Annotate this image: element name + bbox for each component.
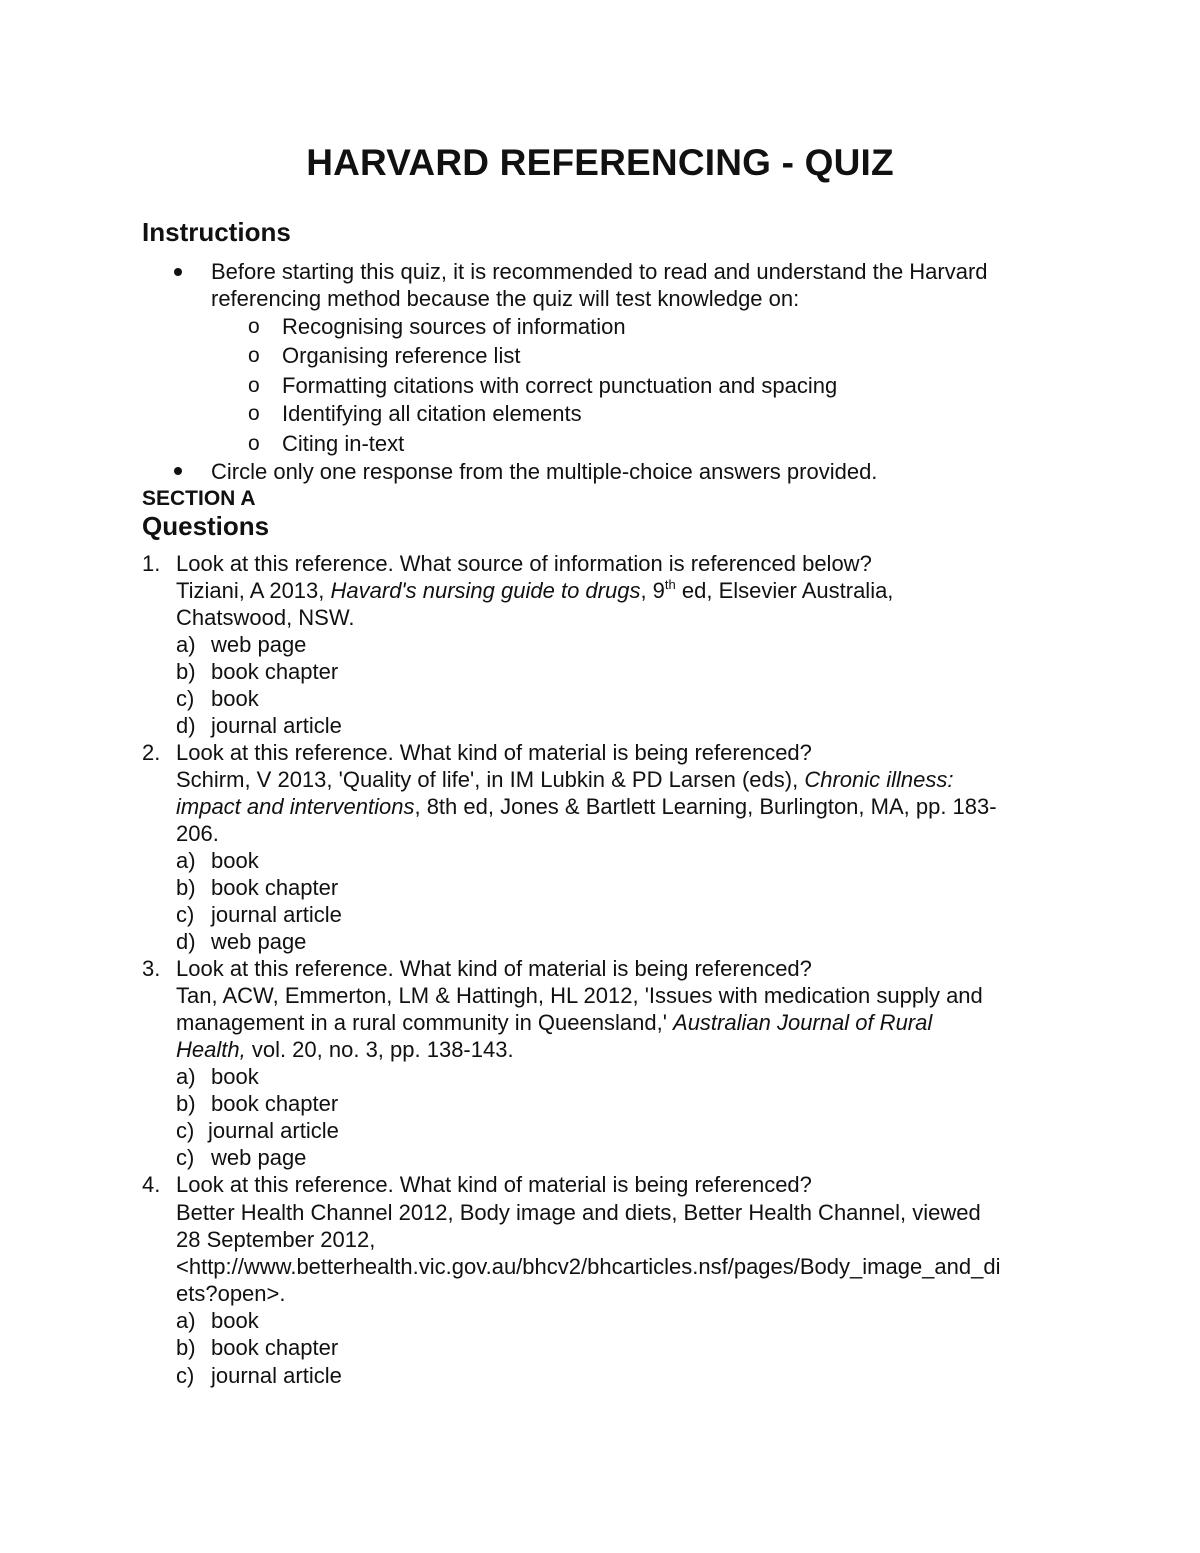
answer-option[interactable]: book xyxy=(211,1308,259,1333)
option-letter: d) xyxy=(176,929,196,954)
option-letter: a) xyxy=(176,848,196,873)
sub-item: Recognising sources of information xyxy=(282,314,626,339)
reference-text: management in a rural community in Queensland,' Australian Journal of Rural xyxy=(176,1010,933,1035)
question-prompt: Look at this reference. What kind of material is being referenced? xyxy=(176,740,812,765)
circle-bullet-icon: o xyxy=(248,315,260,338)
option-letter: a) xyxy=(176,1064,196,1089)
option-letter: b) xyxy=(176,1091,196,1116)
option-letter: d) xyxy=(176,713,196,738)
page-title: HARVARD REFERENCING - QUIZ xyxy=(306,142,894,183)
answer-option[interactable]: journal article xyxy=(211,1363,342,1388)
instruction-text: referencing method because the quiz will test knowledge on: xyxy=(211,286,800,311)
instruction-text: Before starting this quiz, it is recommended to read and understand the Harvard xyxy=(211,259,988,284)
reference-text: Better Health Channel 2012, Body image and diets, Better Health Channel, viewed xyxy=(176,1200,981,1225)
questions-heading: Questions xyxy=(142,511,270,541)
reference-text: Chatswood, NSW. xyxy=(176,605,355,630)
sub-item: Identifying all citation elements xyxy=(282,401,582,426)
answer-option[interactable]: book chapter xyxy=(211,1335,339,1360)
option-letter: b) xyxy=(176,875,196,900)
option-letter: c) xyxy=(176,1118,195,1143)
option-letter: b) xyxy=(176,1335,196,1360)
bullet-icon xyxy=(174,467,182,475)
question-prompt: Look at this reference. What kind of material is being referenced? xyxy=(176,1172,812,1197)
option-letter: a) xyxy=(176,632,196,657)
reference-text: Schirm, V 2013, 'Quality of life', in IM Lubkin & PD Larsen (eds), Chronic illness: xyxy=(176,767,954,792)
answer-option[interactable]: book xyxy=(211,686,259,711)
answer-option[interactable]: web page xyxy=(211,929,307,954)
option-letter: a) xyxy=(176,1308,196,1333)
circle-bullet-icon: o xyxy=(248,402,260,425)
circle-bullet-icon: o xyxy=(248,432,260,455)
answer-option[interactable]: book xyxy=(211,848,259,873)
section-label: SECTION A xyxy=(142,487,256,510)
reference-text: 28 September 2012, xyxy=(176,1227,376,1252)
reference-url: <http://www.betterhealth.vic.gov.au/bhcv2/bhcarticles.nsf/pages/Body_image_and_di xyxy=(176,1254,1001,1279)
option-letter: c) xyxy=(176,1363,195,1388)
question-prompt: Look at this reference. What source of information is referenced below? xyxy=(176,551,872,576)
sub-item: Organising reference list xyxy=(282,343,521,368)
option-letter: b) xyxy=(176,659,196,684)
answer-option[interactable]: web page xyxy=(211,632,307,657)
reference-text: Health, vol. 20, no. 3, pp. 138-143. xyxy=(176,1037,514,1062)
sub-item: Citing in-text xyxy=(282,431,405,456)
reference-text: 206. xyxy=(176,821,219,846)
answer-option[interactable]: web page xyxy=(211,1145,307,1170)
option-letter: c) xyxy=(176,1145,195,1170)
answer-option[interactable]: book chapter xyxy=(211,875,339,900)
answer-option[interactable]: book chapter xyxy=(211,1091,339,1116)
reference-text: impact and interventions, 8th ed, Jones & Bartlett Learning, Burlington, MA, pp. 183- xyxy=(176,794,997,819)
instructions-heading: Instructions xyxy=(142,217,291,247)
answer-option[interactable]: journal article xyxy=(211,713,342,738)
answer-option[interactable]: journal article xyxy=(208,1118,339,1143)
question-number: 3. xyxy=(142,956,161,981)
circle-bullet-icon: o xyxy=(248,344,260,367)
circle-bullet-icon: o xyxy=(248,374,260,397)
question-number: 1. xyxy=(142,551,161,576)
sub-item: Formatting citations with correct punctuation and spacing xyxy=(282,373,838,398)
reference-text: Tan, ACW, Emmerton, LM & Hattingh, HL 2012, 'Issues with medication supply and xyxy=(176,983,983,1008)
reference-text: ets?open>. xyxy=(176,1281,286,1306)
option-letter: c) xyxy=(176,902,195,927)
answer-option[interactable]: book chapter xyxy=(211,659,339,684)
answer-option[interactable]: book xyxy=(211,1064,259,1089)
instruction-text: Circle only one response from the multiple-choice answers provided. xyxy=(211,459,878,484)
bullet-icon xyxy=(174,268,182,276)
question-number: 4. xyxy=(142,1172,161,1197)
question-prompt: Look at this reference. What kind of material is being referenced? xyxy=(176,956,812,981)
answer-option[interactable]: journal article xyxy=(211,902,342,927)
reference-text: Tiziani, A 2013, Havard's nursing guide to drugs, 9th ed, Elsevier Australia, xyxy=(176,577,894,603)
question-number: 2. xyxy=(142,740,161,765)
option-letter: c) xyxy=(176,686,195,711)
